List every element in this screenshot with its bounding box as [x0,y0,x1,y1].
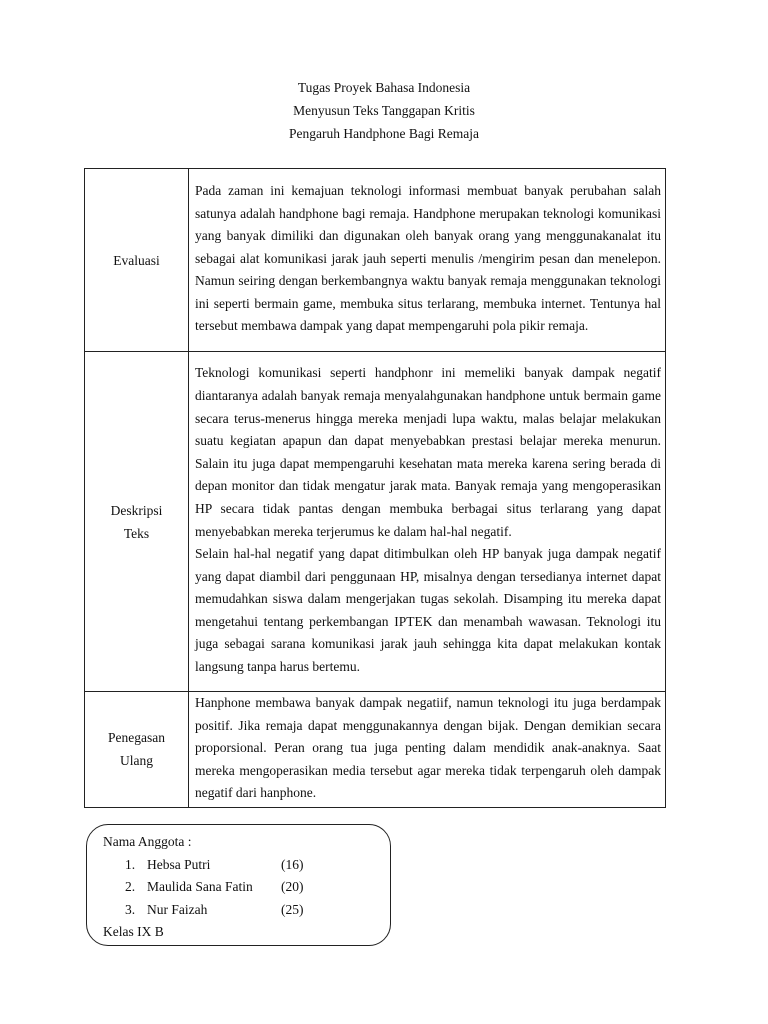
member-id: (25) [281,901,304,917]
list-item [125,876,390,899]
list-item [125,899,390,922]
document-header [0,76,768,145]
list-item [125,854,390,877]
critique-table [84,168,666,808]
row-label-text: Penegasan [108,730,165,746]
row-content-deskripsi [189,352,666,692]
row-label-text: Evaluasi [113,252,160,268]
table-row-evaluasi [85,169,666,352]
paragraph: Teknologi komunikasi seperti handphonr ini memeliki banyak dampak negatif diantaranya adalah banyak remaja menyalahgunakan handphone untuk bermain game secara terus-menerus hingga mereka menjadi lupa waktu, malas belajar melakukan suatu kegiatan apapun dan dapat menyebabkan prestasi belajar mereka menurun. Salain itu juga dapat mempengaruhi kesehatan mata mereka karena sering berada di depan monitor dan tidak mengatur jarak mata. Banyak remaja yang mengoperasikan HP secara tidak pantas dengan membuka berbagai situs terlarang yang dapat menyebabkan mereka terjerumus ke dalam hal-hal negatif. [195,365,661,539]
member-name: Nur Faizah [147,901,208,917]
title-line-3: Pengaruh Handphone Bagi Remaja [288,126,480,141]
paragraph: Selain hal-hal negatif yang dapat ditimbulkan oleh HP banyak juga dampak negatif yang dapat diambil dari penggunaan HP, misalnya dengan tersedianya internet dapat memudahkan siswa dalam mengerjakan tugas sekolah. Disamping itu mereka dapat mengetahui tentang perkembangan IPTEK dan menambah wawasan. Teknologi itu juga sebagai sarana komunikasi jarak jauh sehingga kita dapat melakukan kontak langsung tanpa harus bertemu. [195,546,661,675]
title-line-1: Tugas Proyek Bahasa Indonesia [297,80,471,95]
members-box [86,824,391,946]
title-line-2: Menyusun Teks Tanggapan Kritis [293,103,475,118]
paragraph: Pada zaman ini kemajuan teknologi informasi membuat banyak perubahan salah satunya adalah handphone bagi remaja. Handphone merupakan teknologi komunikasi yang banyak dimiliki dan digunakan oleh banyak orang yang menggunakanalat itu sebagai alat komunikasi jarak jauh seperti menulis /mengirim pesan dan menelepon. Namun seiring dengan berkembangnya waktu banyak remaja menggunakan teknologi ini seperti bermain game, membuka situs terlarang, membuka internet. Tentunya hal tersebut membawa dampak yang dapat mempengaruhi pola pikir remaja. [195,182,661,334]
row-label-deskripsi [85,352,189,692]
row-content-penegasan [189,692,666,808]
member-id: (20) [281,879,304,894]
row-label-text: Teks [123,525,150,541]
class-label: Kelas IX B [103,924,164,939]
row-label-text: Ulang [120,753,153,769]
table-row-penegasan [85,692,666,808]
row-label-evaluasi [85,169,189,352]
paragraph: Hanphone membawa banyak dampak negatiif, namun teknologi itu juga berdampak positif. Jika remaja dapat menggunakannya dengan bijak. Dengan demikian secara proporsional. Peran orang tua juga penting dalam mendidik anak-anaknya. Saat mereka mengoperasikan media tersebut agar mereka tidak terpengaruh oleh dampak negatif dari hanphone. [195,695,661,801]
members-list [103,854,390,922]
members-heading: Nama Anggota : [103,834,192,849]
member-id: (16) [281,856,304,872]
row-label-penegasan [85,692,189,808]
row-content-evaluasi [189,169,666,352]
member-number: 3. [125,901,136,917]
member-name: Maulida Sana Fatin [147,879,253,894]
row-label-text: Deskripsi [110,502,163,518]
table-row-deskripsi [85,352,666,692]
member-name: Hebsa Putri [147,856,211,872]
member-number: 2. [125,879,136,894]
member-number: 1. [125,856,136,872]
